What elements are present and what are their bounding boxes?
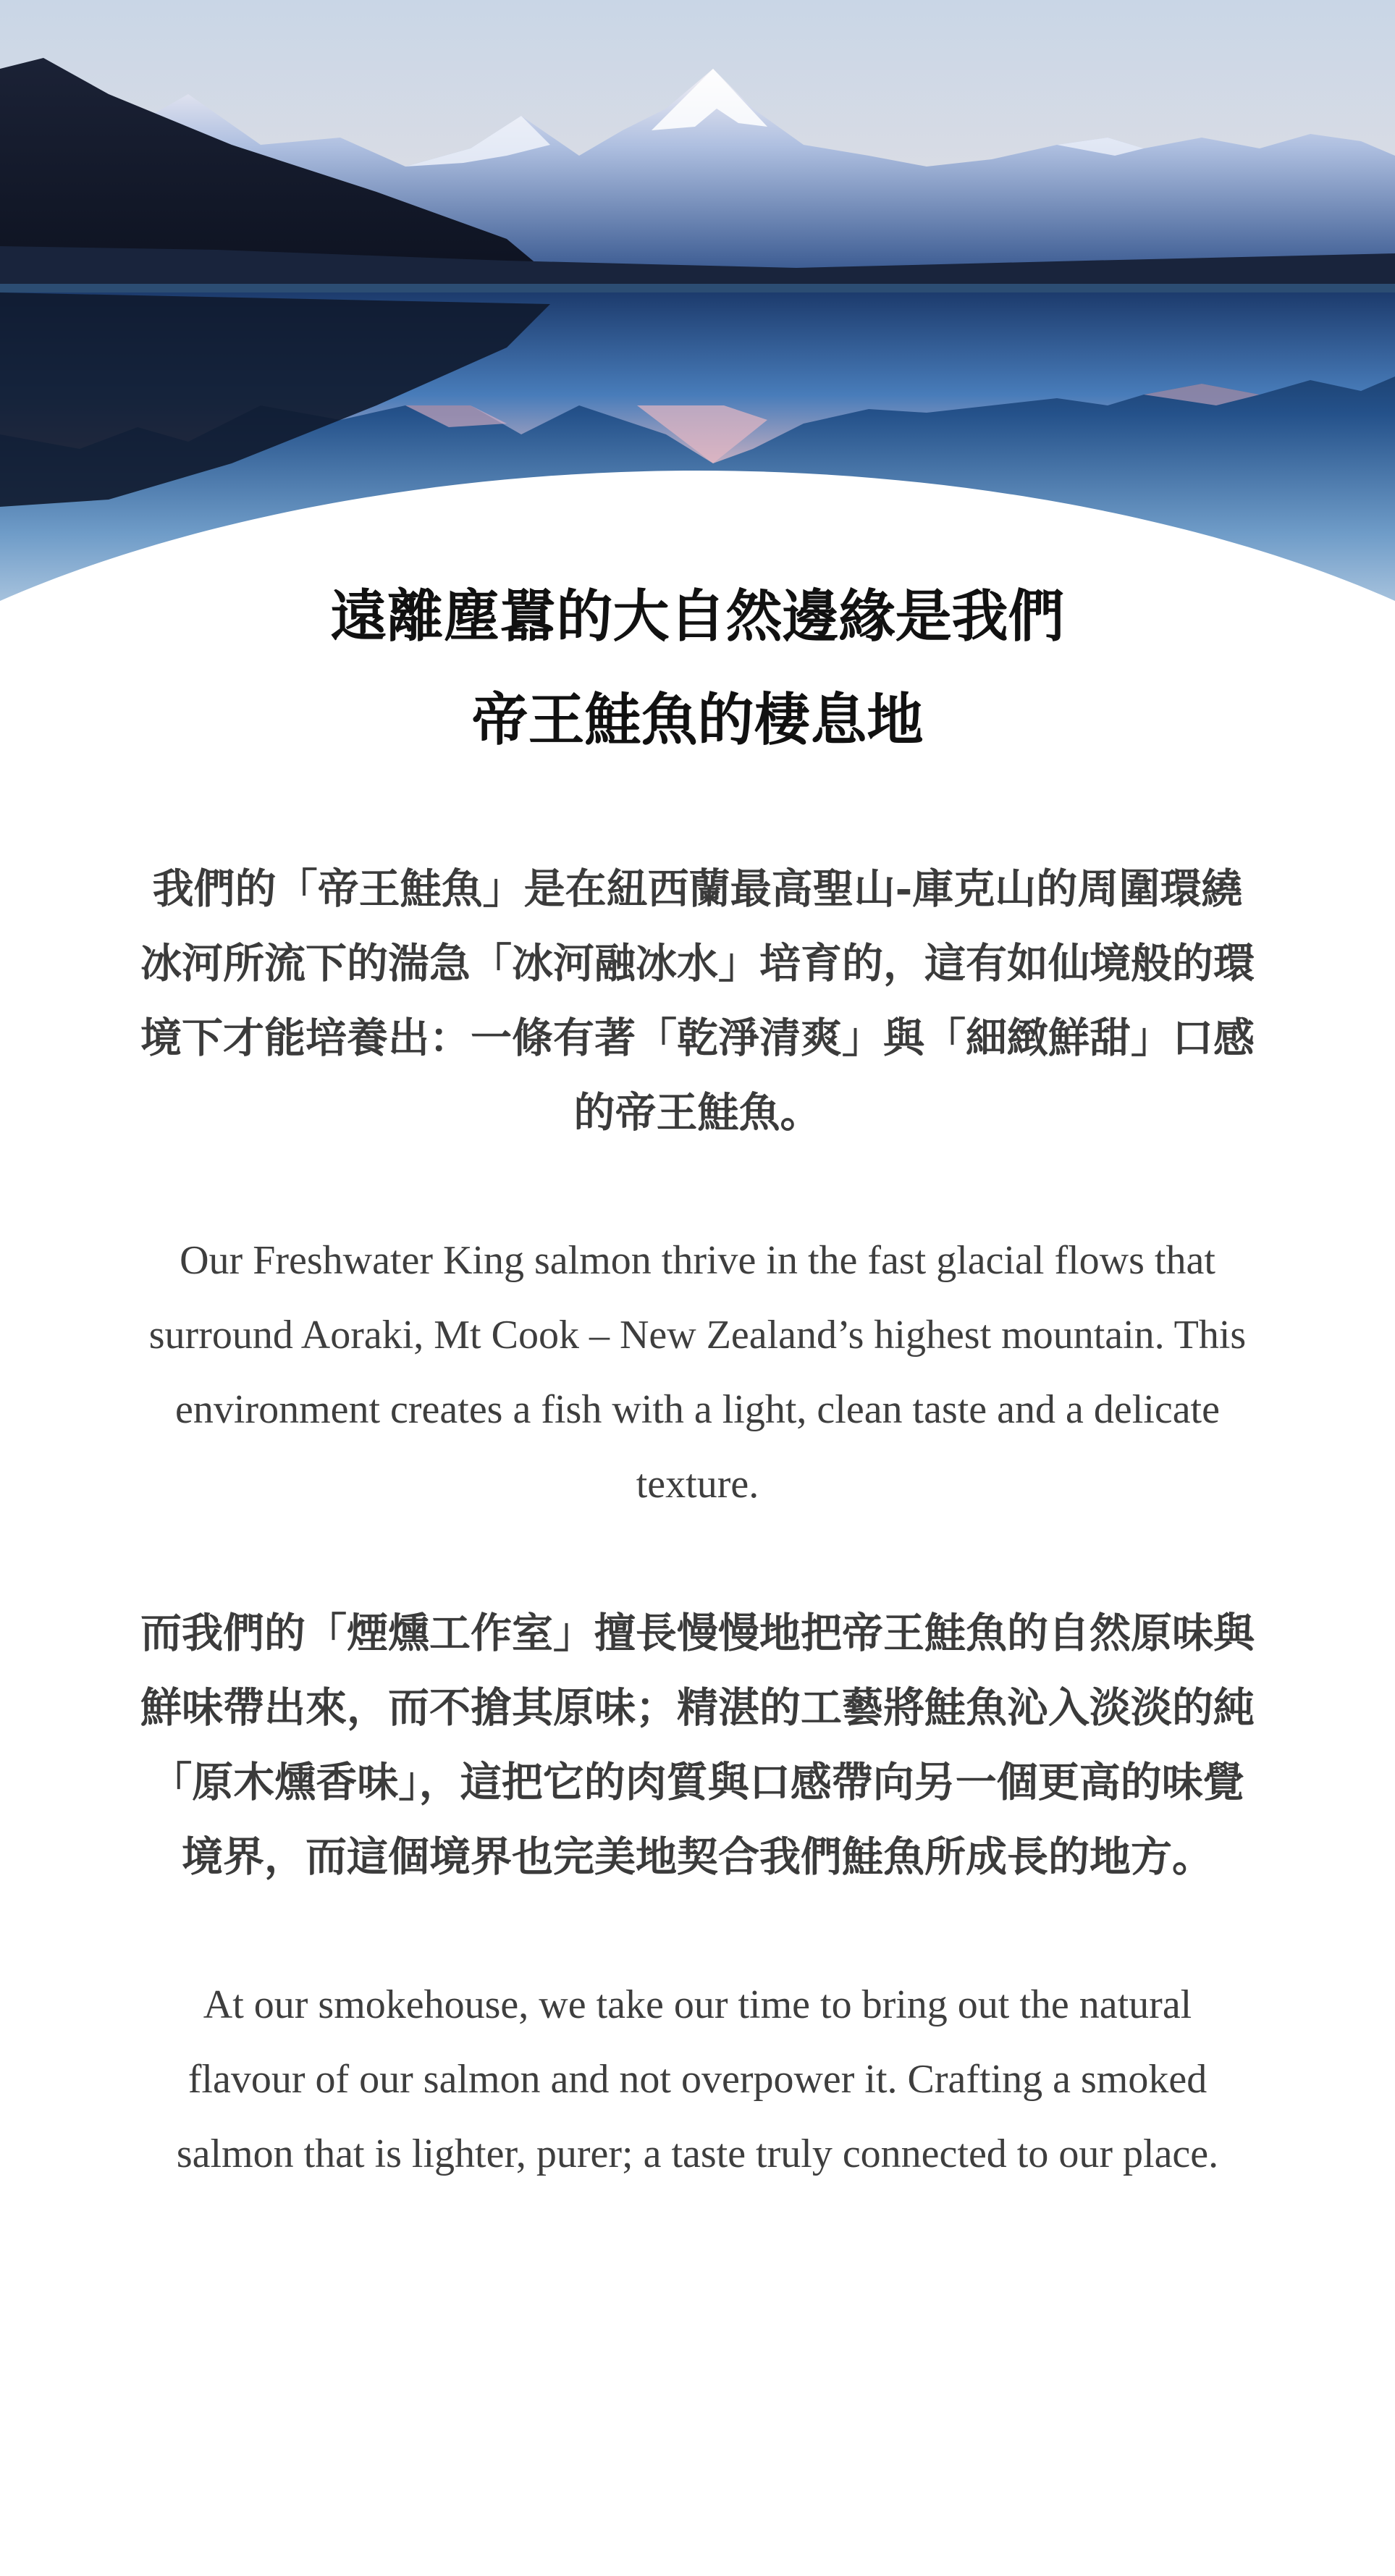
hero-image-mountain-lake: [0, 0, 1395, 637]
paragraph-en-2: At our smokehouse, we take our time to bring out the natural flavour of our salmon and not overpower it. Crafting a smoked salmon that is lighter, purer; a taste truly connected to our place.: [176, 1982, 1219, 2176]
title-line-2: 帝王鮭魚的棲息地: [471, 687, 924, 753]
paragraph-zh-2: 而我們的「煙燻工作室」擅長慢慢地把帝王鮭魚的自然原味與鮮味帶出來，而不搶其原味；精湛的工藝將鮭魚沁入淡淡的純「原木燻香味」，這把它的肉質與口感帶向另一個更高的味覺境界，而這個境界也完美地契合我們鮭魚所成長的地方。: [140, 1609, 1255, 1881]
main-content: [0, 565, 1395, 2192]
paragraph-en-1: Our Freshwater King salmon thrive in the fast glacial flows that surround Aoraki, Mt Cook – New Zealand’s highest mountain. This environment creates a fish with a light, clean taste and a delicate texture.: [148, 1238, 1247, 1507]
paragraph-zh-1: 我們的「帝王鮭魚」是在紐西蘭最高聖山-庫克山的周圍環繞冰河所流下的湍急「冰河融冰水」培育的，這有如仙境般的環境下才能培養出：一條有著「乾淨清爽」與「細緻鮮甜」口感的帝王鮭魚。: [140, 864, 1255, 1137]
page-title: [0, 565, 1395, 772]
title-line-1: 遠離塵囂的大自然邊緣是我們: [330, 584, 1065, 649]
mountain-lake-reflection-photo: [0, 0, 1395, 637]
